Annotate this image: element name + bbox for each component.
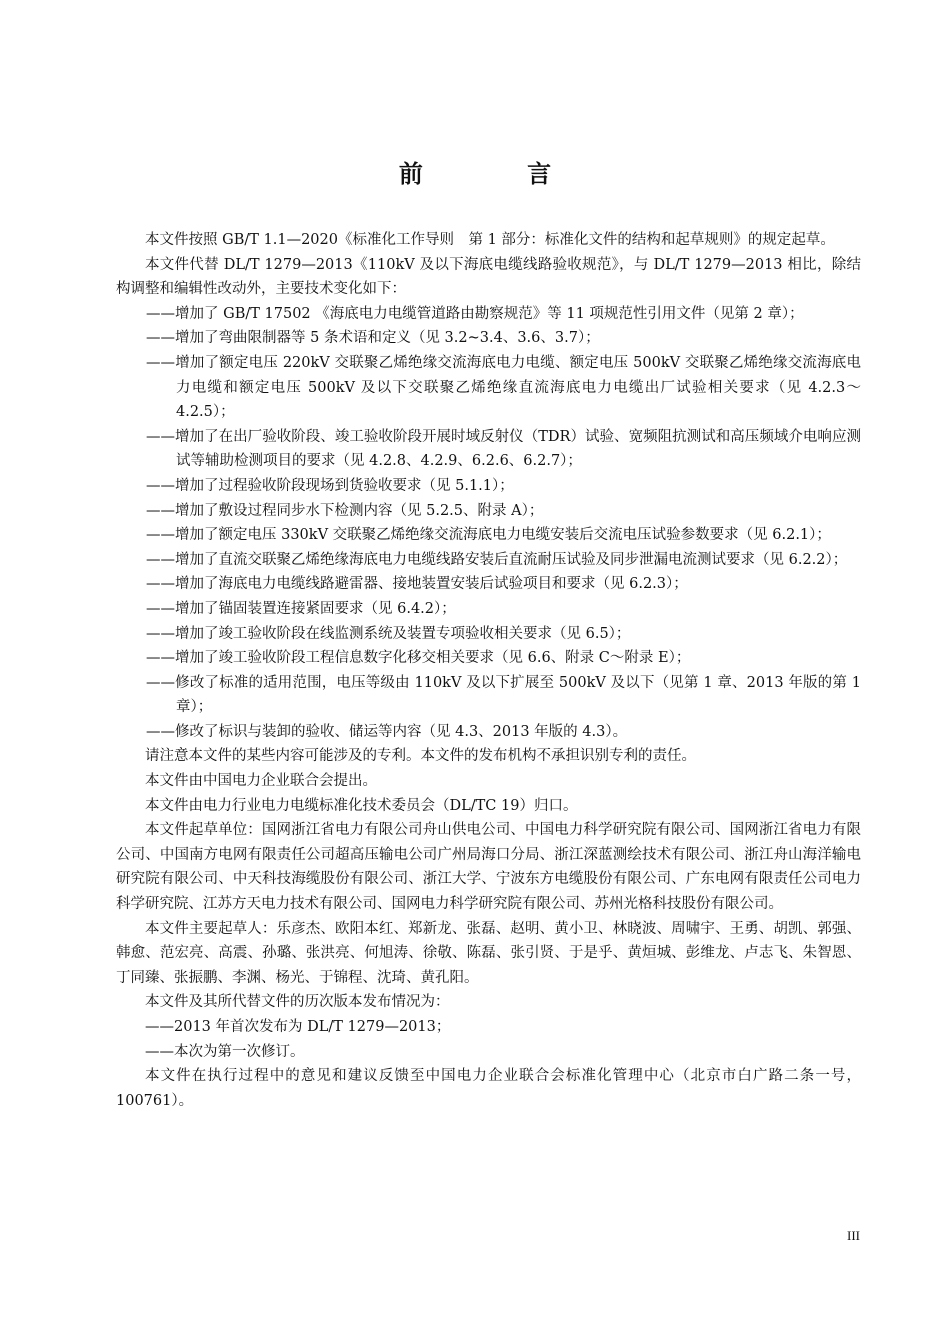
history-item: ——2013 年首次发布为 DL/T 1279—2013； — [145, 1019, 451, 1035]
change-item: ——增加了在出厂验收阶段、竣工验收阶段开展时域反射仪（TDR）试验、宽频阻抗测试和高压频域介电响应测试等辅助检测项目的要求（见 4.2.8、4.2.9、6.2.6、6.2.7）； — [146, 428, 861, 470]
change-item: ——增加了直流交联聚乙烯绝缘海底电力电缆线路安装后直流耐压试验及同步泄漏电流测试要求（见 6.2.2）； — [146, 551, 848, 568]
change-item: ——增加了海底电力电缆线路避雷器、接地装置安装后试验项目和要求（见 6.2.3）； — [146, 576, 688, 593]
change-item: ——修改了标准的适用范围，电压等级由 110kV 及以下扩展至 500kV 及以下（见第 1 章、2013 年版的第 1 章）； — [146, 674, 861, 716]
paragraph: 请注意本文件的某些内容可能涉及的专利。本文件的发布机构不承担识别专利的责任。 — [145, 748, 696, 765]
change-item: ——增加了竣工验收阶段在线监测系统及装置专项验收相关要求（见 6.5）； — [146, 625, 631, 642]
change-item: ——增加了锚固装置连接紧固要求（见 6.4.2）； — [146, 600, 456, 617]
page-number: III — [847, 1228, 860, 1243]
paragraph: 本文件由中国电力企业联合会提出。 — [145, 773, 377, 790]
paragraph: 本文件主要起草人：乐彦杰、欧阳本红、郑新龙、张磊、赵明、黄小卫、林晓波、周啸宇、王勇、胡凯、郭强、韩愈、范宏亮、高震、孙璐、张洪亮、何旭涛、徐敬、陈磊、张引贤、于是乎、黄烜城、彭维龙、卢志飞、朱智恩、丁同臻、张振鹏、李渊、杨光、于锦程、沈琦、黄孔阳。 — [116, 920, 861, 986]
change-item: ——增加了 GB/T 17502 《海底电力电缆管道路由勘察规范》等 11 项规范性引用文件（见第 2 章）； — [146, 305, 804, 322]
paragraph: 本文件由电力行业电力电缆标准化技术委员会（DL/TC 19）归口。 — [145, 797, 578, 814]
change-item: ——增加了额定电压 330kV 交联聚乙烯绝缘交流海底电力电缆安装后交流电压试验参数要求（见 6.2.1）； — [146, 527, 831, 544]
paragraph: 本文件在执行过程中的意见和建议反馈至中国电力企业联合会标准化管理中心（北京市白广路二条一号，100761）。 — [116, 1068, 861, 1109]
paragraph: 本文件及其所代替文件的历次版本发布情况为： — [145, 994, 450, 1011]
document-body — [116, 228, 861, 1113]
page-title: 前 言 — [398, 160, 600, 188]
paragraph: 本文件代替 DL/T 1279—2013《110kV 及以下海底电缆线路验收规范》，与 DL/T 1279—2013 相比，除结构调整和编辑性改动外，主要技术变化如下： — [116, 256, 861, 298]
change-item: ——增加了额定电压 220kV 交联聚乙烯绝缘交流海底电力电缆、额定电压 500kV 交联聚乙烯绝缘交流海底电力电缆和额定电压 500kV 及以下交联聚乙烯绝缘直流海底电力电缆出厂试验相关要求（见 4.2.3～4.2.5）； — [146, 354, 861, 421]
change-item: ——增加了敷设过程同步水下检测内容（见 5.2.5、附录 A）； — [146, 502, 544, 519]
history-item: ——本次为第一次修订。 — [145, 1043, 305, 1060]
paragraph: 本文件按照 GB/T 1.1—2020《标准化工作导则 第 1 部分：标准化文件的结构和起草规则》的规定起草。 — [145, 232, 835, 248]
paragraph: 本文件起草单位：国网浙江省电力有限公司舟山供电公司、中国电力科学研究院有限公司、国网浙江省电力有限公司、中国南方电网有限责任公司超高压输电公司广州局海口分局、浙江深蓝测绘技术有限公司、浙江舟山海洋输电研究院有限公司、中天科技海缆股份有限公司、浙江大学、宁波东方电缆股份有限公司、广东电网有限责任公司电力科学研究院、江苏方天电力技术有限公司、国网电力科学研究院有限公司、苏州光格科技股份有限公司。 — [116, 822, 861, 913]
change-item: ——增加了过程验收阶段现场到货验收要求（见 5.1.1）； — [146, 477, 514, 494]
change-item: ——增加了弯曲限制器等 5 条术语和定义（见 3.2~3.4、3.6、3.7）； — [146, 330, 600, 347]
change-item: ——增加了竣工验收阶段工程信息数字化移交相关要求（见 6.6、附录 C～附录 E）； — [146, 650, 691, 667]
change-item: ——修改了标识与装卸的验收、储运等内容（见 4.3、2013 年版的 4.3）。 — [146, 723, 628, 740]
